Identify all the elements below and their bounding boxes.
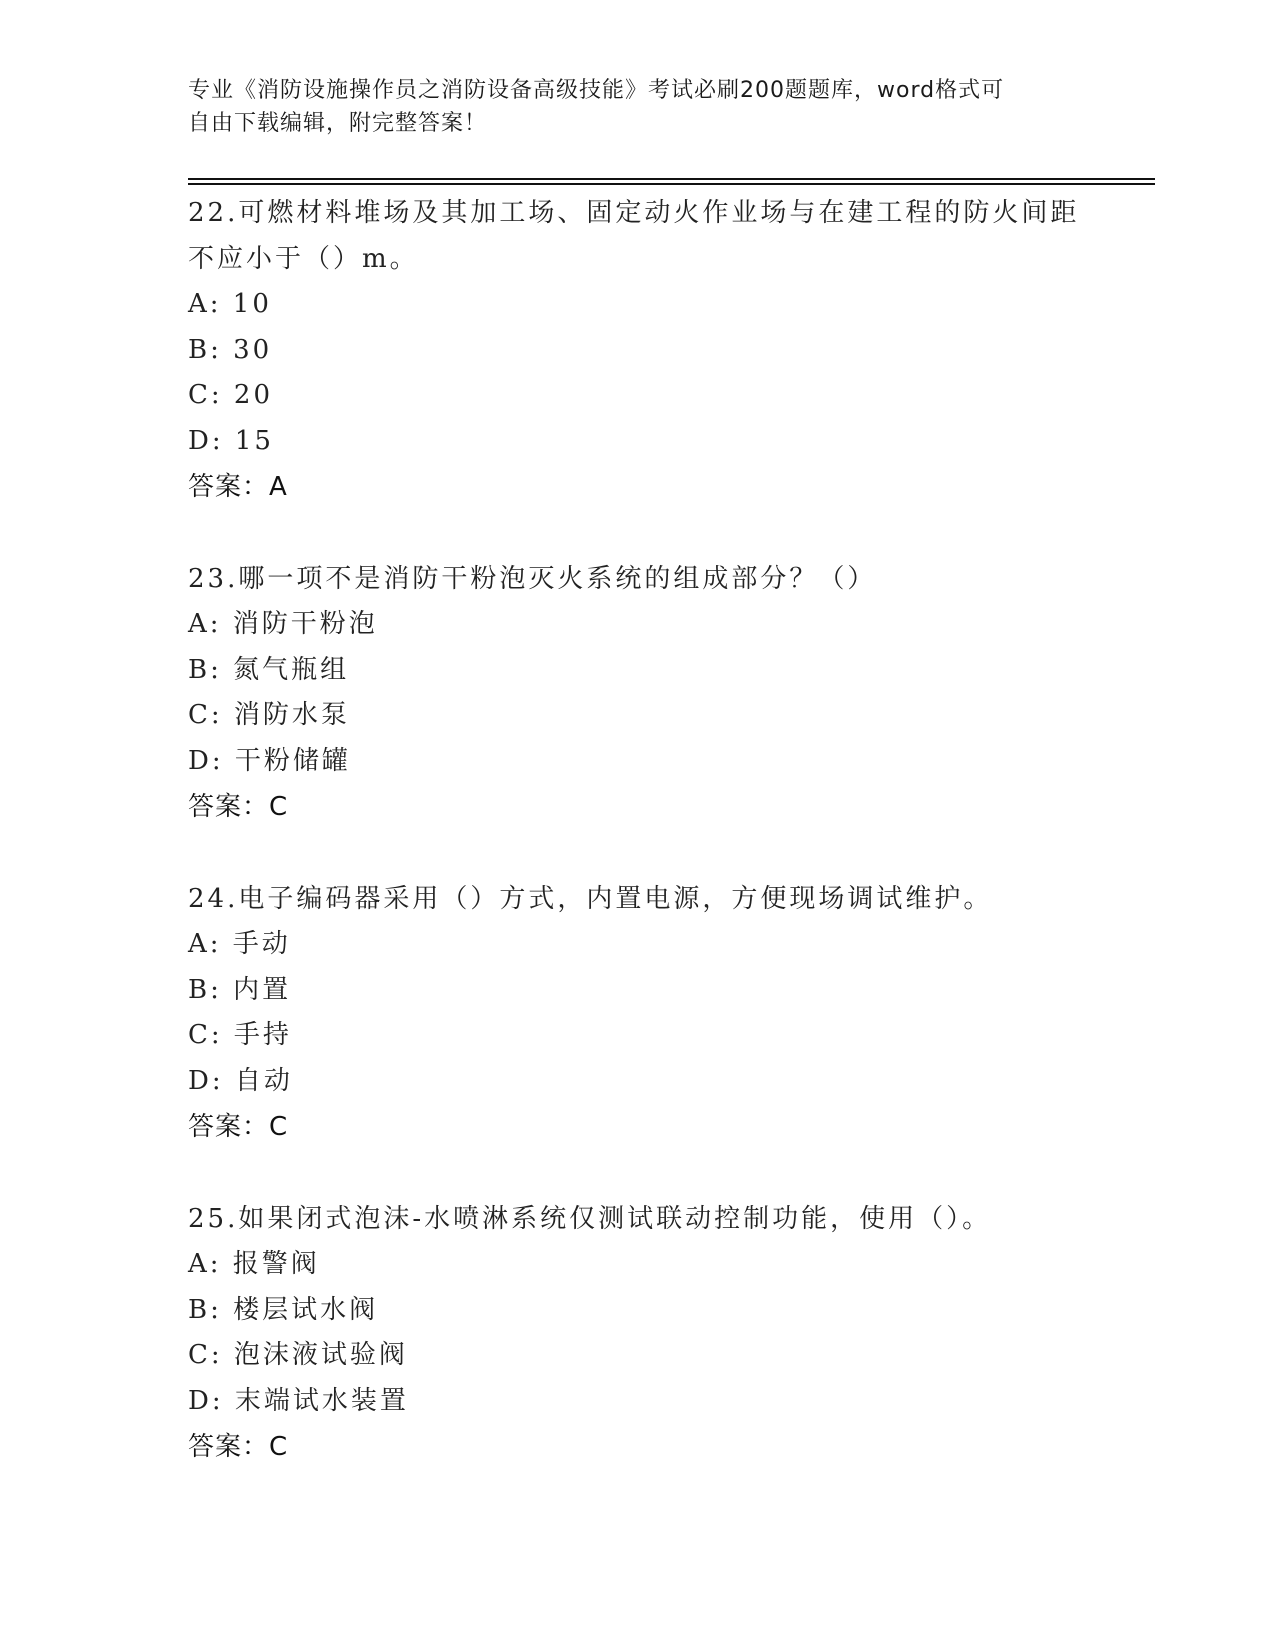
option-b: B: 楼层试水阀: [188, 1294, 379, 1325]
answer-key: 答案：C: [188, 792, 289, 822]
option-d: D: 15: [188, 425, 274, 456]
option-d: D: 末端试水装置: [188, 1385, 409, 1416]
header-divider-top: [188, 178, 1155, 180]
option-a: A: 手动: [188, 929, 291, 959]
answer-key: 答案：C: [188, 1432, 289, 1462]
question-list: [188, 190, 1088, 1516]
option-b: B: 30: [188, 334, 273, 365]
header-line-1: 专业《消防设施操作员之消防设备高级技能》考试必刷200题题库，word格式可: [188, 78, 1005, 103]
option-b: B: 内置: [188, 974, 292, 1005]
option-c: C: 消防水泵: [188, 700, 350, 730]
document-header: [188, 74, 1088, 140]
question-24: [188, 876, 1088, 1150]
question-23: [188, 556, 1088, 830]
question-stem: 24.电子编码器采用（）方式，内置电源，方便现场调试维护。: [188, 884, 993, 914]
header-line-2: 自由下载编辑，附完整答案！: [188, 111, 488, 136]
question-22: [188, 190, 1088, 510]
header-divider-bottom: [188, 183, 1155, 185]
option-a: A: 消防干粉泡: [188, 609, 378, 639]
option-d: D: 自动: [188, 1065, 293, 1096]
option-d: D: 干粉储罐: [188, 745, 351, 776]
option-c: C: 手持: [188, 1020, 292, 1050]
question-stem-continued: 不应小于（）m。: [188, 244, 419, 274]
option-c: C: 20: [188, 380, 274, 410]
answer-key: 答案：C: [188, 1112, 289, 1142]
question-25: [188, 1196, 1088, 1470]
answer-key: 答案：A: [188, 472, 288, 502]
option-c: C: 泡沫液试验阀: [188, 1340, 408, 1370]
option-b: B: 氮气瓶组: [188, 654, 350, 685]
question-stem: 23.哪一项不是消防干粉泡灭火系统的组成部分？（）: [188, 564, 877, 594]
option-a: A: 10: [188, 289, 272, 319]
option-a: A: 报警阀: [188, 1249, 320, 1279]
question-stem: 25.如果闭式泡沫-水喷淋系统仅测试联动控制功能，使用（）。: [188, 1204, 992, 1234]
question-stem: 22.可燃材料堆场及其加工场、固定动火作业场与在建工程的防火间距: [188, 198, 1080, 228]
